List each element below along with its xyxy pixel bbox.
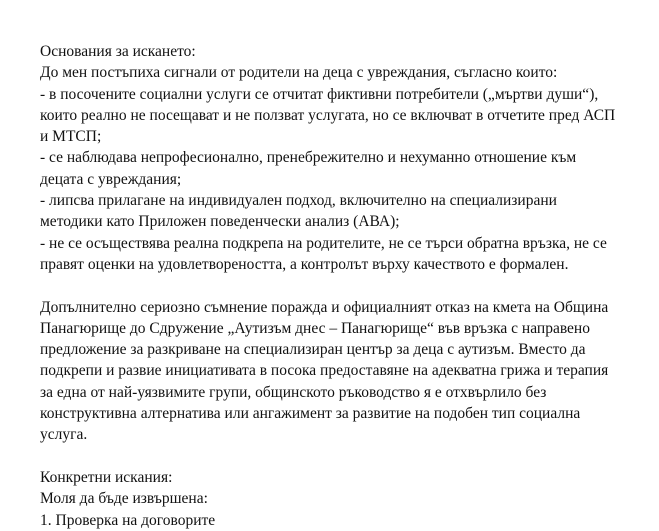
additional-paragraph: Допълнително сериозно съмнение поражда и официалният отказ на кмета на Община Панагюрище до Сдружение „Аутизъм днес – Панагюрище“ във връзка с направено предложение за разкриване на специализиран център за деца с аутизъм. Вместо да подкрепи и развие инициативата в посока предоставяне на адекватна грижа и терапия за една от най-уязвимите групи, общинското ръководство я е отхвърлило без конструктивна алтернатива или ангажимент за развитие на подобен тип социална услуга. bbox=[40, 298, 609, 444]
requests-heading: Конкретни искания: bbox=[40, 468, 173, 486]
requests-section bbox=[40, 467, 620, 531]
grounds-bullet-fictitious-users: - в посочените социални услуги се отчитат фиктивни потребители („мъртви души“), които реално не посещават и не ползват услугата, но се включват в отчетите пред АСП и МТСП; bbox=[40, 85, 616, 146]
grounds-bullet-attitude: - се наблюдава непрофесионално, пренебрежително и нехуманно отношение към децата с увреждания; bbox=[40, 149, 577, 188]
requests-line: Моля да бъде извършена: bbox=[40, 490, 208, 508]
grounds-section bbox=[40, 41, 620, 275]
request-item-1: 1. Проверка на договорите bbox=[40, 511, 216, 529]
paragraph-spacer bbox=[40, 275, 620, 296]
grounds-heading: Основания за искането: bbox=[40, 43, 196, 60]
document-body bbox=[40, 41, 620, 531]
additional-section bbox=[40, 297, 620, 446]
grounds-bullet-individual-approach: - липсва прилагане на индивидуален подход, включително на специализирани методики като Приложен поведенчески анализ (АВА); bbox=[40, 192, 557, 231]
grounds-intro: До мен постъпиха сигнали от родители на деца с увреждания, съгласно които: bbox=[40, 64, 558, 82]
grounds-bullet-parent-support: - не се осъществява реална подкрепа на родителите, не се търси обратна връзка, не се правят оценки на удовлетвореността, а контролът върху качеството е формален. bbox=[40, 234, 607, 273]
paragraph-spacer bbox=[40, 446, 620, 467]
